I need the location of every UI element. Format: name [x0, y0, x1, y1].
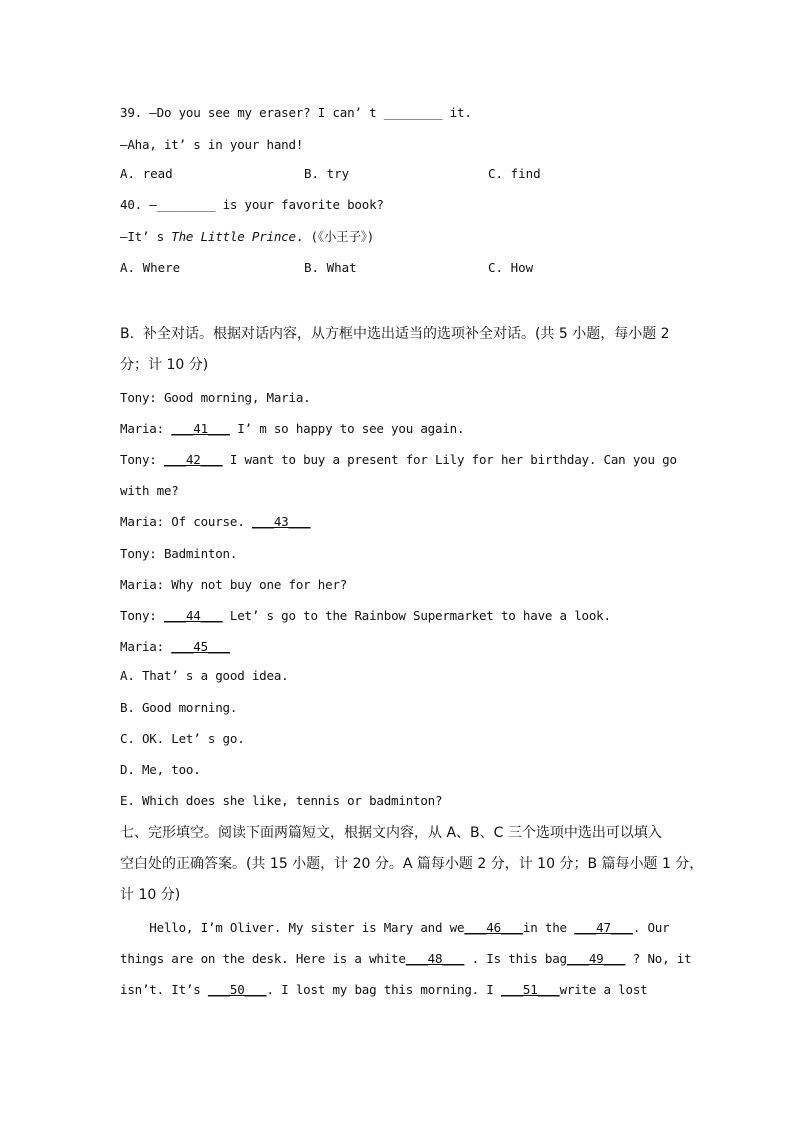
- choice-d: D. Me, too.: [120, 762, 201, 777]
- dialogue-line: [120, 639, 230, 655]
- passage-line: [120, 951, 691, 967]
- option-a: A. read: [120, 166, 173, 181]
- stem-text: 39. —Do you see my eraser? I can’ t: [120, 105, 384, 120]
- passage-text: things are on the desk. Here is a white: [120, 951, 406, 966]
- section-7-heading-line-1: 七、完形填空。阅读下面两篇短文，根据文内容，从 A、B、C 三个选项中选出可以填入: [120, 825, 662, 841]
- blank-50: ___50___: [207, 982, 267, 997]
- stem-text: 40. —: [120, 197, 157, 212]
- section-b-heading-line-2: 分；计 10 分): [120, 357, 209, 373]
- option-c: C. How: [488, 260, 534, 275]
- stem-text: it.: [442, 105, 472, 120]
- choice-b: B. Good morning.: [120, 700, 238, 715]
- speaker: Maria:: [120, 639, 172, 654]
- dialogue-text: Maria: Of course.: [120, 514, 252, 529]
- passage-text: in the: [522, 920, 575, 935]
- dialogue-line: with me?: [120, 483, 179, 498]
- question-40-stem: [120, 197, 384, 213]
- passage-text: . I lost my bag this morning. I: [266, 982, 501, 997]
- reply-text: . (《小王子》): [295, 229, 375, 244]
- blank-46: ___46___: [464, 920, 523, 935]
- option-a: A. Where: [120, 260, 181, 275]
- dialogue-line: Tony: Good morning, Maria.: [120, 390, 311, 405]
- answer-blank: ________: [383, 105, 443, 120]
- reply-text: —It’ s: [120, 229, 172, 244]
- passage-text: . Our: [632, 920, 670, 935]
- blank-42: ___42___: [163, 452, 223, 467]
- dialogue-line: Tony: Badminton.: [120, 546, 238, 561]
- dialogue-line: [120, 452, 677, 468]
- dialogue-text: Let’ s go to the Rainbow Supermarket to have a look.: [222, 608, 611, 623]
- blank-44: ___44___: [163, 608, 223, 623]
- stem-text: is your favorite book?: [215, 197, 384, 212]
- answer-blank: ________: [156, 197, 216, 212]
- section-7-heading-line-3: 计 10 分): [120, 887, 181, 903]
- passage-text: isn’t. It’s: [120, 982, 208, 997]
- question-39-stem: [120, 105, 472, 121]
- speaker: Tony:: [120, 608, 164, 623]
- book-title: The Little Prince: [171, 229, 296, 244]
- choice-e: E. Which does she like, tennis or badminton?: [120, 793, 443, 808]
- dialogue-line: [120, 421, 464, 437]
- option-b: B. try: [304, 166, 350, 181]
- blank-41: ___41___: [171, 421, 230, 436]
- section-b-heading-line-1: B. 补全对话。根据对话内容，从方框中选出适当的选项补全对话。(共 5 小题，每小题 2: [120, 326, 670, 342]
- passage-text: . Is this bag: [464, 951, 567, 966]
- passage-line: [120, 982, 647, 998]
- question-40-reply: [120, 229, 374, 245]
- blank-45: ___45___: [171, 639, 230, 654]
- dialogue-line: Maria: Why not buy one for her?: [120, 577, 348, 592]
- speaker: Tony:: [120, 452, 164, 467]
- passage-line: [120, 920, 669, 936]
- section-7-heading-line-2: 空白处的正确答案。(共 15 小题，计 20 分。A 篇每小题 2 分，计 10 分；B 篇每小题 1 分，: [120, 856, 704, 872]
- blank-51: ___51___: [500, 982, 560, 997]
- blank-48: ___48___: [405, 951, 465, 966]
- option-b: B. What: [304, 260, 357, 275]
- blank-47: ___47___: [574, 920, 633, 935]
- passage-text: Hello, I’m Oliver. My sister is Mary and we: [120, 920, 465, 935]
- choice-a: A. That’ s a good idea.: [120, 668, 289, 683]
- question-39-reply: —Aha, it’ s in your hand!: [120, 137, 304, 152]
- dialogue-text: I want to buy a present for Lily for her birthday. Can you go: [222, 452, 677, 467]
- dialogue-text: I’ m so happy to see you again.: [229, 421, 465, 436]
- dialogue-line: [120, 608, 611, 624]
- blank-43: ___43___: [251, 514, 311, 529]
- speaker: Maria:: [120, 421, 172, 436]
- option-c: C. find: [488, 166, 541, 181]
- dialogue-line: [120, 514, 310, 530]
- blank-49: ___49___: [566, 951, 626, 966]
- choice-c: C. OK. Let’ s go.: [120, 731, 245, 746]
- passage-text: write a lost: [559, 982, 648, 997]
- passage-text: ? No, it: [625, 951, 692, 966]
